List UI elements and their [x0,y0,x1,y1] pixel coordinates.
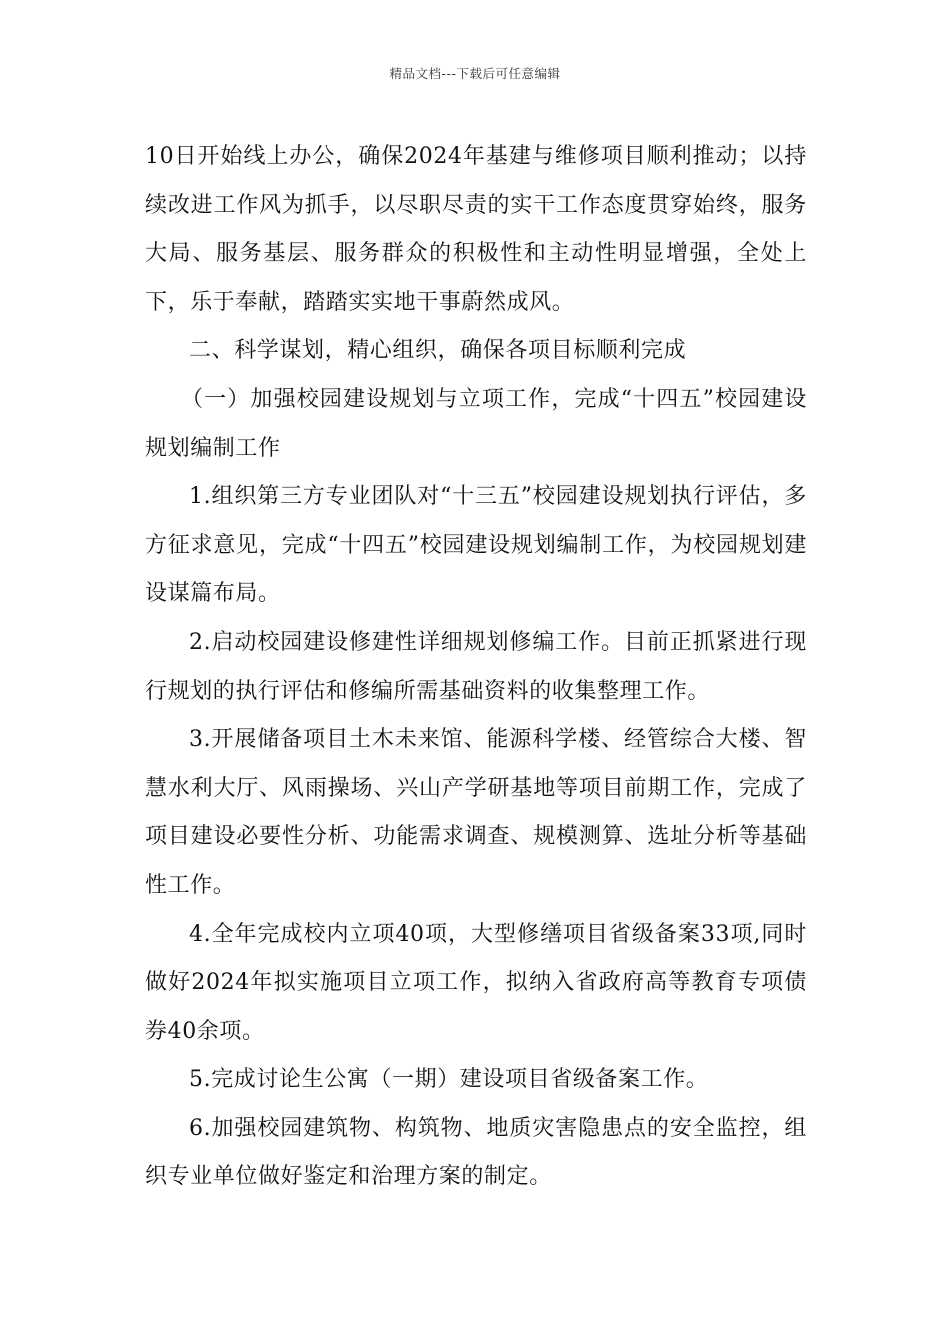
list-item-6: 6.加强校园建筑物、构筑物、地质灾害隐患点的安全监控，组织专业单位做好鉴定和治理方案的制定。 [145,1115,807,1190]
document-body [145,133,807,1202]
page-header: 精品文档---下载后可任意编辑 [389,66,561,81]
paragraph-continuation: 10日开始线上办公，确保2024年基建与维修项目顺利推动；以持续改进工作风为抓手，以尽职尽责的实干工作态度贯穿始终，服务大局、服务基层、服务群众的积极性和主动性明显增强，全处上下，乐于奉献，踏踏实实地干事蔚然成风。 [145,144,807,315]
list-item-5: 5.完成讨论生公寓（一期）建设项目省级备案工作。 [189,1067,709,1093]
list-item-3: 3.开展储备项目土木未来馆、能源科学楼、经管综合大楼、智慧水利大厅、风雨操场、兴山产学研基地等项目前期工作，完成了项目建设必要性分析、功能需求调查、规模测算、选址分析等基础性工作。 [145,727,807,898]
list-item-4: 4.全年完成校内立项40项，大型修缮项目省级备案33项,同时做好2024年拟实施项目立项工作，拟纳入省政府高等教育专项债券40余项。 [145,921,807,1044]
section-heading-2: 二、科学谋划，精心组织，确保各项目标顺利完成 [189,338,687,364]
list-item-2: 2.启动校园建设修建性详细规划修编工作。目前正抓紧进行现行规划的执行评估和修编所需基础资料的收集整理工作。 [145,629,807,704]
subsection-heading-1: （一）加强校园建设规划与立项工作，完成“十四五”校园建设规划编制工作 [145,386,807,461]
list-item-1: 1.组织第三方专业团队对“十三五”校园建设规划执行评估，多方征求意见，完成“十四五”校园建设规划编制工作，为校园规划建设谋篇布局。 [145,484,807,607]
